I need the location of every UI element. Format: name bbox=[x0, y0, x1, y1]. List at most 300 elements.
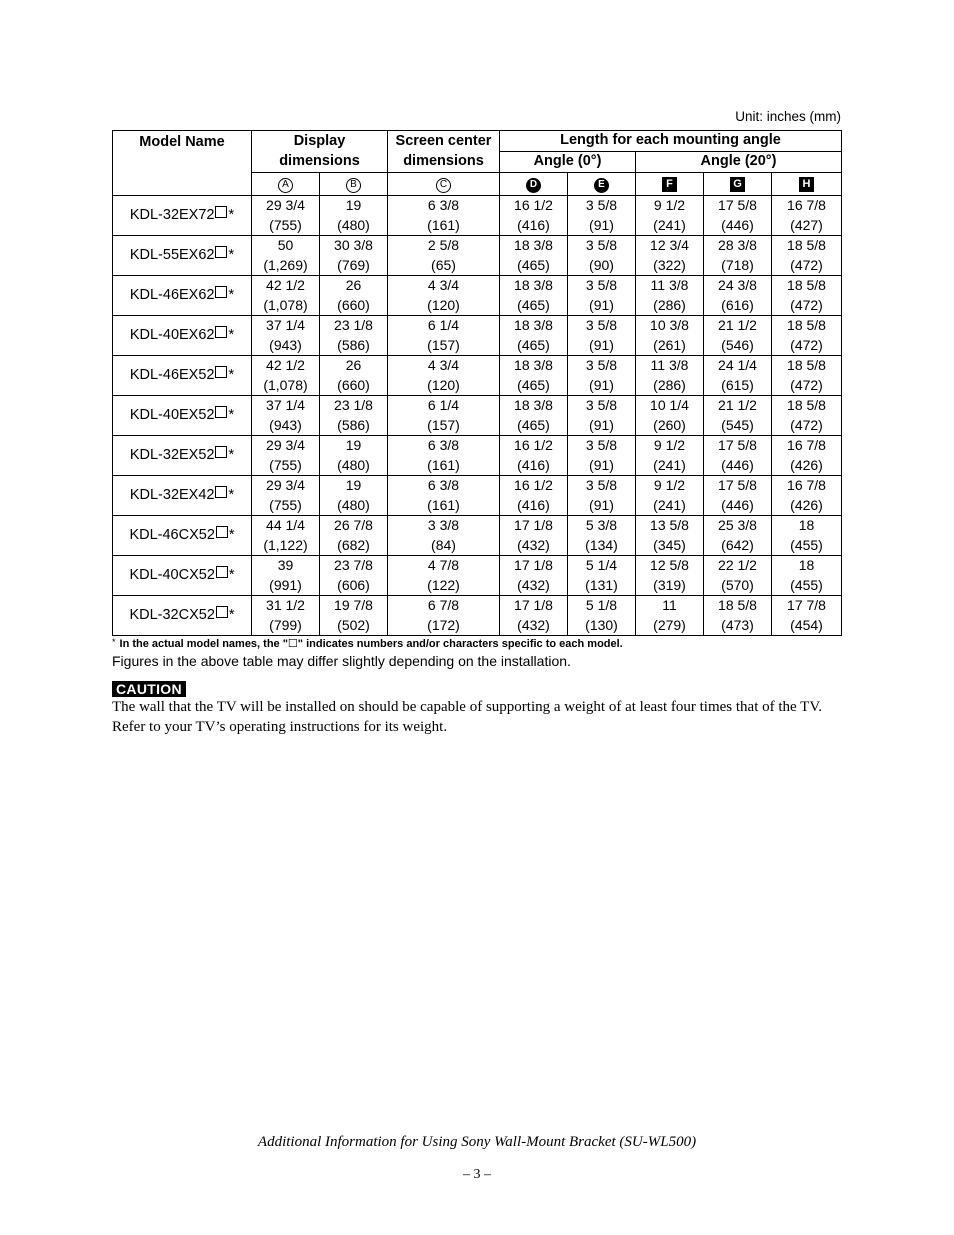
inch-value: 18 bbox=[798, 517, 815, 533]
placeholder-square-icon bbox=[215, 486, 227, 498]
mm-value: (286) bbox=[653, 296, 686, 313]
table-row bbox=[113, 276, 842, 316]
inch-value: 26 bbox=[345, 357, 362, 373]
inch-value: 11 3/8 bbox=[650, 357, 689, 373]
mm-value: (472) bbox=[790, 256, 823, 273]
dimension-cell bbox=[636, 196, 704, 236]
model-name: KDL-46CX52 bbox=[129, 526, 215, 543]
dimension-cell bbox=[252, 396, 320, 436]
model-name-cell bbox=[113, 396, 252, 436]
mm-value: (91) bbox=[589, 416, 614, 433]
model-name-cell bbox=[113, 596, 252, 636]
model-name: KDL-32EX72 bbox=[129, 206, 215, 223]
inch-value: 16 1/2 bbox=[514, 197, 553, 213]
model-name: KDL-32EX52 bbox=[129, 446, 215, 463]
inch-value: 10 1/4 bbox=[650, 397, 689, 413]
col-letter-h bbox=[772, 173, 842, 196]
mm-value: (91) bbox=[589, 296, 614, 313]
inch-value: 50 bbox=[277, 237, 294, 253]
dimension-cell bbox=[636, 516, 704, 556]
dimension-cell bbox=[320, 436, 388, 476]
inch-value: 30 3/8 bbox=[334, 237, 373, 253]
inch-value: 3 3/8 bbox=[427, 517, 460, 533]
inch-value: 18 bbox=[798, 557, 815, 573]
header-screen-center-dimensions: Screen center dimensions bbox=[388, 131, 500, 173]
mm-value: (279) bbox=[653, 616, 686, 633]
dimension-cell bbox=[388, 356, 500, 396]
table-row bbox=[113, 556, 842, 596]
header-angle-0: Angle (0°) bbox=[500, 152, 636, 173]
mm-value: (84) bbox=[431, 536, 456, 553]
inch-value: 18 5/8 bbox=[787, 277, 826, 293]
mm-value: (260) bbox=[653, 416, 686, 433]
mm-value: (755) bbox=[269, 216, 302, 233]
mm-value: (465) bbox=[517, 336, 550, 353]
mm-value: (65) bbox=[431, 256, 456, 273]
dimension-cell bbox=[568, 516, 636, 556]
mm-value: (446) bbox=[721, 456, 754, 473]
model-name-cell bbox=[113, 356, 252, 396]
dimension-cell bbox=[772, 556, 842, 596]
dimension-cell bbox=[704, 356, 772, 396]
mm-value: (286) bbox=[653, 376, 686, 393]
dimension-cell bbox=[388, 236, 500, 276]
col-letter-badge: D bbox=[526, 178, 541, 193]
inch-value: 3 5/8 bbox=[585, 317, 618, 333]
mm-value: (455) bbox=[790, 576, 823, 593]
dimension-cell bbox=[252, 476, 320, 516]
inch-value: 18 3/8 bbox=[514, 397, 553, 413]
mm-value: (416) bbox=[517, 216, 550, 233]
mm-value: (473) bbox=[721, 616, 754, 633]
inch-value: 6 3/8 bbox=[427, 437, 460, 453]
dimension-cell bbox=[252, 596, 320, 636]
dimension-cell bbox=[568, 236, 636, 276]
dimension-cell bbox=[388, 316, 500, 356]
placeholder-square-icon bbox=[215, 206, 227, 218]
mm-value: (755) bbox=[269, 496, 302, 513]
inch-value: 11 bbox=[662, 597, 677, 613]
inch-value: 24 1/4 bbox=[718, 357, 757, 373]
inch-value: 12 3/4 bbox=[650, 237, 689, 253]
dimension-cell bbox=[320, 236, 388, 276]
dimension-cell bbox=[772, 476, 842, 516]
table-row bbox=[113, 356, 842, 396]
inch-value: 18 3/8 bbox=[514, 237, 553, 253]
dimension-cell bbox=[320, 316, 388, 356]
dimension-cell bbox=[388, 276, 500, 316]
inch-value: 42 1/2 bbox=[266, 277, 305, 293]
dimension-cell bbox=[320, 196, 388, 236]
inch-value: 10 3/8 bbox=[650, 317, 689, 333]
inch-value: 18 3/8 bbox=[514, 357, 553, 373]
footer-title: Additional Information for Using Sony Wall-Mount Bracket (SU-WL500) bbox=[257, 1134, 697, 1150]
inch-value: 29 3/4 bbox=[266, 477, 305, 493]
dimension-cell bbox=[568, 476, 636, 516]
inch-value: 18 5/8 bbox=[787, 237, 826, 253]
inch-value: 29 3/4 bbox=[266, 437, 305, 453]
model-name-cell bbox=[113, 276, 252, 316]
mm-value: (472) bbox=[790, 376, 823, 393]
dimension-cell bbox=[320, 276, 388, 316]
inch-value: 25 3/8 bbox=[718, 517, 757, 533]
dimension-cell bbox=[772, 236, 842, 276]
col-letter-badge: F bbox=[662, 177, 677, 192]
dimension-cell bbox=[252, 436, 320, 476]
mm-value: (570) bbox=[721, 576, 754, 593]
mm-value: (454) bbox=[790, 616, 823, 633]
mm-value: (943) bbox=[269, 416, 302, 433]
model-name-cell bbox=[113, 516, 252, 556]
dimension-cell bbox=[636, 556, 704, 596]
mm-value: (91) bbox=[589, 376, 614, 393]
inch-value: 24 3/8 bbox=[718, 277, 757, 293]
dimension-cell bbox=[500, 596, 568, 636]
mm-value: (472) bbox=[790, 416, 823, 433]
inch-value: 17 5/8 bbox=[718, 477, 757, 493]
mm-value: (345) bbox=[653, 536, 686, 553]
mm-value: (1,078) bbox=[263, 296, 308, 313]
table-row bbox=[113, 236, 842, 276]
mm-value: (134) bbox=[585, 536, 618, 553]
col-letter-f bbox=[636, 173, 704, 196]
mm-value: (991) bbox=[269, 576, 302, 593]
inch-value: 16 7/8 bbox=[787, 477, 826, 493]
mm-value: (472) bbox=[790, 336, 823, 353]
dimension-cell bbox=[388, 516, 500, 556]
inch-value: 3 5/8 bbox=[585, 477, 618, 493]
inch-value: 26 bbox=[345, 277, 362, 293]
dimension-cell bbox=[704, 196, 772, 236]
dimension-cell bbox=[636, 396, 704, 436]
inch-value: 21 1/2 bbox=[718, 317, 757, 333]
inch-value: 16 7/8 bbox=[787, 197, 826, 213]
inch-value: 3 5/8 bbox=[585, 277, 618, 293]
inch-value: 6 3/8 bbox=[427, 197, 460, 213]
mm-value: (120) bbox=[427, 296, 460, 313]
inch-value: 6 1/4 bbox=[427, 397, 460, 413]
model-name-cell bbox=[113, 316, 252, 356]
mm-value: (241) bbox=[653, 456, 686, 473]
mm-value: (432) bbox=[517, 536, 550, 553]
dimension-cell bbox=[704, 396, 772, 436]
dimension-cell bbox=[320, 476, 388, 516]
asterisk-icon: * bbox=[228, 406, 235, 423]
model-name: KDL-40EX52 bbox=[129, 406, 215, 423]
inch-value: 44 1/4 bbox=[266, 517, 305, 533]
mm-value: (480) bbox=[337, 496, 370, 513]
col-letter-e bbox=[568, 173, 636, 196]
mm-value: (1,122) bbox=[263, 536, 308, 553]
placeholder-square-icon bbox=[216, 566, 228, 578]
mm-value: (261) bbox=[653, 336, 686, 353]
inch-value: 18 5/8 bbox=[787, 317, 826, 333]
mm-value: (465) bbox=[517, 376, 550, 393]
dimensions-table bbox=[112, 130, 842, 636]
dimension-cell bbox=[772, 396, 842, 436]
mm-value: (432) bbox=[517, 616, 550, 633]
dimension-cell bbox=[636, 596, 704, 636]
mm-value: (502) bbox=[337, 616, 370, 633]
dimension-cell bbox=[568, 436, 636, 476]
inch-value: 17 5/8 bbox=[718, 197, 757, 213]
inch-value: 23 1/8 bbox=[334, 317, 373, 333]
dimension-cell bbox=[252, 516, 320, 556]
mm-value: (432) bbox=[517, 576, 550, 593]
mm-value: (131) bbox=[585, 576, 618, 593]
dimension-cell bbox=[704, 516, 772, 556]
model-name-cell bbox=[113, 436, 252, 476]
mm-value: (161) bbox=[427, 496, 460, 513]
mm-value: (465) bbox=[517, 256, 550, 273]
mm-value: (427) bbox=[790, 216, 823, 233]
mm-value: (172) bbox=[427, 616, 460, 633]
inch-value: 19 bbox=[345, 477, 362, 493]
unit-label: Unit: inches (mm) bbox=[735, 109, 841, 124]
dimension-cell bbox=[636, 316, 704, 356]
inch-value: 18 3/8 bbox=[514, 277, 553, 293]
inch-value: 18 5/8 bbox=[787, 397, 826, 413]
mm-value: (157) bbox=[427, 416, 460, 433]
dimension-cell bbox=[568, 196, 636, 236]
mm-value: (90) bbox=[589, 256, 614, 273]
dimension-cell bbox=[704, 556, 772, 596]
inch-value: 17 7/8 bbox=[787, 597, 826, 613]
col-letter-badge: C bbox=[436, 178, 451, 193]
asterisk-icon: * bbox=[228, 446, 235, 463]
inch-value: 22 1/2 bbox=[718, 557, 757, 573]
inch-value: 18 5/8 bbox=[718, 597, 757, 613]
asterisk-icon: * bbox=[228, 246, 235, 263]
dimension-cell bbox=[320, 356, 388, 396]
col-letter-g bbox=[704, 173, 772, 196]
dimension-cell bbox=[704, 276, 772, 316]
asterisk-icon: * bbox=[228, 366, 235, 383]
inch-value: 23 7/8 bbox=[334, 557, 373, 573]
dimension-cell bbox=[772, 276, 842, 316]
dimension-cell bbox=[252, 356, 320, 396]
mm-value: (322) bbox=[653, 256, 686, 273]
dimension-cell bbox=[500, 196, 568, 236]
table-row bbox=[113, 396, 842, 436]
table-row bbox=[113, 316, 842, 356]
inch-value: 9 1/2 bbox=[653, 477, 686, 493]
header-length-group: Length for each mounting angle bbox=[500, 131, 842, 152]
mm-value: (241) bbox=[653, 496, 686, 513]
col-letter-badge: A bbox=[278, 178, 293, 193]
mm-value: (545) bbox=[721, 416, 754, 433]
placeholder-square-icon bbox=[215, 446, 227, 458]
inch-value: 39 bbox=[277, 557, 294, 573]
mm-value: (91) bbox=[589, 216, 614, 233]
mm-value: (446) bbox=[721, 216, 754, 233]
inch-value: 9 1/2 bbox=[653, 437, 686, 453]
table-row bbox=[113, 596, 842, 636]
dimension-cell bbox=[388, 196, 500, 236]
mm-value: (615) bbox=[721, 376, 754, 393]
dimension-cell bbox=[772, 356, 842, 396]
mm-value: (586) bbox=[337, 336, 370, 353]
inch-value: 19 bbox=[345, 197, 362, 213]
mm-value: (755) bbox=[269, 456, 302, 473]
inch-value: 4 3/4 bbox=[427, 277, 460, 293]
inch-value: 5 3/8 bbox=[585, 517, 618, 533]
inch-value: 42 1/2 bbox=[266, 357, 305, 373]
mm-value: (1,269) bbox=[263, 256, 308, 273]
placeholder-square-icon bbox=[215, 286, 227, 298]
table-row bbox=[113, 476, 842, 516]
dimension-cell bbox=[500, 236, 568, 276]
mm-value: (426) bbox=[790, 456, 823, 473]
inch-value: 4 3/4 bbox=[427, 357, 460, 373]
dimension-cell bbox=[636, 436, 704, 476]
mm-value: (465) bbox=[517, 416, 550, 433]
dimension-cell bbox=[252, 196, 320, 236]
dimension-cell bbox=[252, 316, 320, 356]
dimension-cell bbox=[500, 436, 568, 476]
dimension-cell bbox=[252, 236, 320, 276]
inch-value: 17 1/8 bbox=[514, 597, 553, 613]
placeholder-square-icon bbox=[216, 606, 228, 618]
mm-value: (161) bbox=[427, 456, 460, 473]
model-name: KDL-46EX62 bbox=[129, 286, 215, 303]
mm-value: (157) bbox=[427, 336, 460, 353]
inch-value: 13 5/8 bbox=[650, 517, 689, 533]
caution-label: CAUTION bbox=[112, 681, 186, 697]
dimension-cell bbox=[320, 396, 388, 436]
mm-value: (130) bbox=[585, 616, 618, 633]
model-name-cell bbox=[113, 476, 252, 516]
dimension-cell bbox=[636, 476, 704, 516]
mm-value: (120) bbox=[427, 376, 460, 393]
dimension-cell bbox=[568, 596, 636, 636]
mm-value: (660) bbox=[337, 296, 370, 313]
mm-value: (1,078) bbox=[263, 376, 308, 393]
model-name: KDL-32CX52 bbox=[129, 606, 215, 623]
mm-value: (91) bbox=[589, 496, 614, 513]
dimension-cell bbox=[772, 316, 842, 356]
dimension-cell bbox=[568, 276, 636, 316]
inch-value: 11 3/8 bbox=[650, 277, 689, 293]
inch-value: 31 1/2 bbox=[266, 597, 305, 613]
col-letter-b bbox=[320, 173, 388, 196]
dimension-cell bbox=[388, 396, 500, 436]
dimension-cell bbox=[704, 596, 772, 636]
mm-value: (91) bbox=[589, 336, 614, 353]
page-number: – 3 – bbox=[463, 1167, 491, 1182]
inch-value: 37 1/4 bbox=[266, 397, 305, 413]
footnote-text: In the actual model names, the "☐" indicates numbers and/or characters specific to each model. bbox=[119, 638, 623, 650]
col-letter-c bbox=[388, 173, 500, 196]
mm-value: (446) bbox=[721, 496, 754, 513]
inch-value: 29 3/4 bbox=[266, 197, 305, 213]
mm-value: (241) bbox=[653, 216, 686, 233]
col-letter-d bbox=[500, 173, 568, 196]
footnote bbox=[112, 637, 623, 650]
dimension-cell bbox=[320, 516, 388, 556]
dimension-cell bbox=[320, 596, 388, 636]
col-letter-badge: H bbox=[799, 177, 814, 192]
inch-value: 3 5/8 bbox=[585, 197, 618, 213]
col-letter-badge: G bbox=[730, 177, 745, 192]
mm-value: (161) bbox=[427, 216, 460, 233]
dimension-cell bbox=[500, 476, 568, 516]
inch-value: 6 1/4 bbox=[427, 317, 460, 333]
mm-value: (122) bbox=[427, 576, 460, 593]
inch-value: 19 bbox=[345, 437, 362, 453]
header-angle-20: Angle (20°) bbox=[636, 152, 842, 173]
dimension-cell bbox=[636, 276, 704, 316]
dimension-cell bbox=[568, 556, 636, 596]
inch-value: 16 1/2 bbox=[514, 437, 553, 453]
placeholder-square-icon bbox=[216, 526, 228, 538]
inch-value: 17 1/8 bbox=[514, 557, 553, 573]
dimension-cell bbox=[500, 516, 568, 556]
placeholder-square-icon bbox=[215, 326, 227, 338]
asterisk-icon: * bbox=[228, 326, 235, 343]
dimension-cell bbox=[704, 236, 772, 276]
dimension-cell bbox=[252, 276, 320, 316]
inch-value: 2 5/8 bbox=[427, 237, 460, 253]
mm-value: (91) bbox=[589, 456, 614, 473]
mm-value: (480) bbox=[337, 216, 370, 233]
mm-value: (472) bbox=[790, 296, 823, 313]
dimension-cell bbox=[388, 596, 500, 636]
model-name: KDL-40EX62 bbox=[129, 326, 215, 343]
dimension-cell bbox=[568, 356, 636, 396]
dimension-cell bbox=[772, 516, 842, 556]
inch-value: 4 7/8 bbox=[427, 557, 460, 573]
asterisk-icon: * bbox=[228, 566, 235, 583]
inch-value: 23 1/8 bbox=[334, 397, 373, 413]
mm-value: (455) bbox=[790, 536, 823, 553]
asterisk-icon: * bbox=[112, 637, 116, 647]
placeholder-square-icon bbox=[215, 406, 227, 418]
inch-value: 26 7/8 bbox=[334, 517, 373, 533]
dimension-cell bbox=[636, 236, 704, 276]
mm-value: (319) bbox=[653, 576, 686, 593]
dimension-cell bbox=[388, 476, 500, 516]
model-name: KDL-46EX52 bbox=[129, 366, 215, 383]
col-letter-badge: B bbox=[346, 178, 361, 193]
mm-value: (606) bbox=[337, 576, 370, 593]
model-name: KDL-40CX52 bbox=[129, 566, 215, 583]
mm-value: (943) bbox=[269, 336, 302, 353]
inch-value: 37 1/4 bbox=[266, 317, 305, 333]
mm-value: (642) bbox=[721, 536, 754, 553]
inch-value: 16 1/2 bbox=[514, 477, 553, 493]
mm-value: (465) bbox=[517, 296, 550, 313]
caution-text: The wall that the TV will be installed on should be capable of supporting a weight of at least four times that of the TV. Refer to your TV’s operating instructions for its weight. bbox=[112, 699, 822, 735]
mm-value: (586) bbox=[337, 416, 370, 433]
dimension-cell bbox=[704, 316, 772, 356]
dimension-cell bbox=[500, 276, 568, 316]
inch-value: 6 7/8 bbox=[427, 597, 460, 613]
dimension-cell bbox=[772, 596, 842, 636]
inch-value: 3 5/8 bbox=[585, 357, 618, 373]
inch-value: 19 7/8 bbox=[334, 597, 373, 613]
dimension-cell bbox=[500, 356, 568, 396]
inch-value: 17 5/8 bbox=[718, 437, 757, 453]
inch-value: 21 1/2 bbox=[718, 397, 757, 413]
mm-value: (682) bbox=[337, 536, 370, 553]
inch-value: 3 5/8 bbox=[585, 437, 618, 453]
mm-value: (616) bbox=[721, 296, 754, 313]
dimension-cell bbox=[704, 476, 772, 516]
model-name: KDL-55EX62 bbox=[129, 246, 215, 263]
dimension-cell bbox=[500, 396, 568, 436]
dimension-cell bbox=[772, 436, 842, 476]
